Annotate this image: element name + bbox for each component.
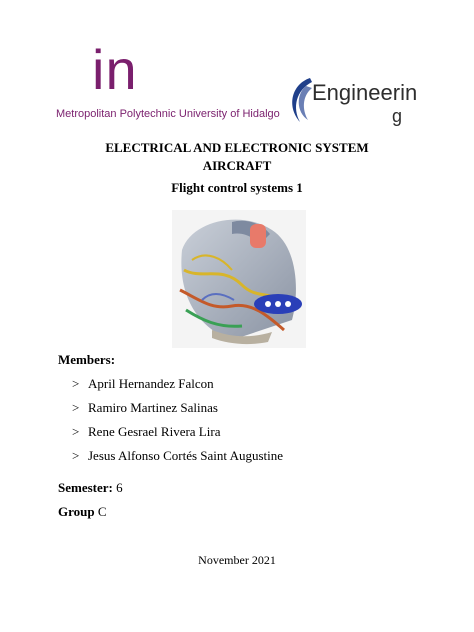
aircraft-nose-wiring-image [172,210,306,348]
bullet-arrow-icon: > [72,424,80,439]
bullet-arrow-icon: > [72,448,80,463]
members-list [72,376,283,472]
members-label: Members: [58,352,116,367]
group-label: Group [58,504,95,519]
engineering-logo-text-wrap: g [392,106,403,126]
member-name: Rene Gesrael Rivera Lira [88,424,221,439]
member-name: Jesus Alfonso Cortés Saint Augustine [88,448,284,463]
member-item [72,448,283,472]
semester-value: 6 [112,480,123,495]
engineering-logo-text: Engineerin [312,80,418,105]
group-value: C [94,504,107,519]
university-logo: in [92,38,138,101]
member-item [72,400,283,424]
document-title-line1: ELECTRICAL AND ELECTRONIC SYSTEM [105,140,369,155]
bullet-arrow-icon: > [72,400,80,415]
group-line [58,504,107,520]
document-date: November 2021 [198,553,276,567]
member-item [72,424,283,448]
semester-line [58,480,123,496]
semester-label: Semester: [58,480,113,495]
university-name: Metropolitan Polytechnic University of Hidalgo [56,108,280,120]
member-name: April Hernandez Falcon [88,376,214,391]
member-name: Ramiro Martinez Salinas [88,400,218,415]
bullet-arrow-icon: > [72,376,80,391]
document-subtitle: Flight control systems 1 [171,180,303,195]
document-title-line2: AIRCRAFT [202,158,272,173]
member-item [72,376,283,400]
